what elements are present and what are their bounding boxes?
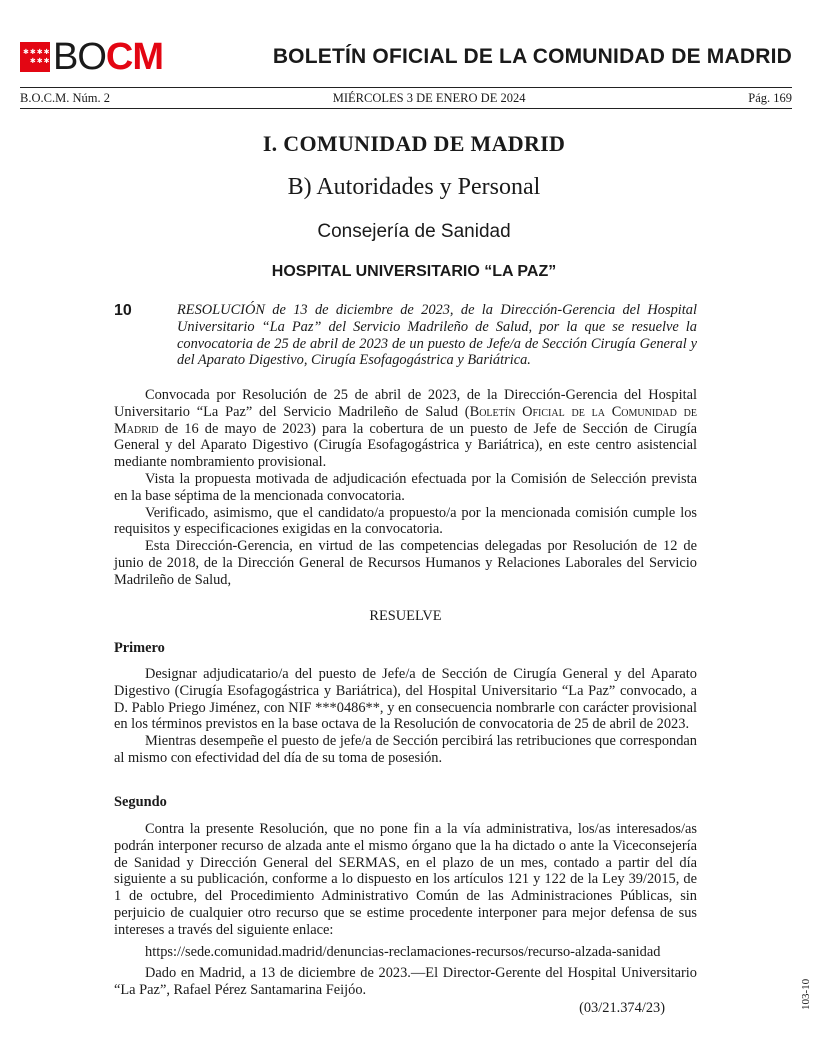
issue-number: B.O.C.M. Núm. 2 — [20, 91, 110, 105]
preamble-paragraph: Convocada por Resolución de 25 de abril de 2023, de la Dirección-Gerencia del Hospital Universitario “La Paz” del Servicio Madrileño de Salud (Boletín Oficial de la Comunidad de Madrid de 16 de mayo de 2023) para la cobertura de un puesto de Jefe de Sección de Cirugía General y del Aparato Digestivo (Cirugía Esofagogástrica y Bariátrica), en este centro asistencial mediante nombramiento provisional. — [114, 387, 697, 471]
section-title: I. COMUNIDAD DE MADRID — [262, 131, 566, 156]
preamble — [114, 387, 697, 589]
segundo-heading: Segundo — [114, 794, 167, 810]
primero-body — [114, 666, 697, 767]
page-header — [20, 36, 792, 80]
resolution-title: RESOLUCIÓN de 13 de diciembre de 2023, de la Dirección-Gerencia del Hospital Universitario “La Paz” del Servicio Madrileño de Salud, por la que se resuelve la convocatoria de 25 de abril de 2023 de un puesto de Jefe/a de Sección Cirugía General y del Aparato Digestivo, Cirugía Esofagogástrica y Bariátrica. — [177, 302, 697, 369]
preamble-paragraph: Vista la propuesta motivada de adjudicación efectuada por la Comisión de Selección prevista en la base séptima de la mencionada convocatoria. — [114, 470, 697, 504]
logo-text: BOCM — [53, 36, 164, 78]
primero-paragraph: Designar adjudicatario/a del puesto de Jefe/a de Sección de Cirugía General y del Aparato Digestivo (Cirugía Esofagogástrica y Bariátrica), del Hospital Universitario “La Paz” convocado, a D. Pablo Priego Jiménez, con NIF ***0486**, y en consecuencia nombrarle con carácter provisional en los términos previstos en la base octava de la Resolución de convocatoria de 25 de abril de 2023. — [114, 666, 697, 733]
segundo-paragraph: Contra la presente Resolución, que no pone fin a la vía administrativa, los/as interesados/as podrán interponer recurso de alzada ante el mismo órgano que la ha dictado o ante la Viceconsejería de Sanidad y Dirección General del SERMAS, en el plazo de un mes, contado a partir del día siguiente a su publicación, conforme a lo dispuesto en los artículos 121 y 122 de la Ley 39/2015, de 1 de octubre, del Procedimiento Administrativo Común de las Administraciones Públicas, sin perjuicio de cualquier otro recurso que se estime procedente interponer para mejor defensa de sus intereses a través del siguiente enlace: — [114, 821, 697, 938]
department-title: Consejería de Sanidad — [317, 221, 511, 242]
primero-heading: Primero — [114, 640, 165, 656]
preamble-paragraph: Esta Dirección-Gerencia, en virtud de las competencias delegadas por Resolución de 12 de junio de 2018, de la Dirección General de Recursos Humanos y Relaciones Laborales del Servicio Madrileño de Salud, — [114, 538, 697, 588]
page-number: Pág. 169 — [748, 91, 792, 105]
gazette-title: BOLETÍN OFICIAL DE LA COMUNIDAD DE MADRID — [272, 45, 792, 68]
primero-paragraph: Mientras desempeñe el puesto de jefe/a de Sección percibirá las retribuciones que correspondan al mismo con efectividad del día de su toma de posesión. — [114, 733, 697, 766]
entity-title: HOSPITAL UNIVERSITARIO “LA PAZ” — [271, 263, 557, 280]
segundo-body — [114, 821, 697, 999]
meta-rule — [20, 108, 792, 109]
header-rule — [20, 87, 792, 88]
subsection-title: B) Autoridades y Personal — [287, 174, 541, 200]
issue-meta — [20, 91, 792, 106]
bocm-logo — [20, 36, 164, 78]
closing-paragraph: Dado en Madrid, a 13 de diciembre de 2023.—El Director-Gerente del Hospital Universitario “La Paz”, Rafael Pérez Santamarina Feijóo. — [114, 965, 697, 999]
resuelve-heading: RESUELVE — [369, 608, 442, 624]
appeal-link[interactable]: https://sede.comunidad.madrid/denuncias-reclamaciones-recursos/recurso-alzada-sanidad — [145, 943, 661, 960]
madrid-flag-icon: ✱ ✱ ✱ ✱ ✱ ✱ ✱ — [20, 42, 50, 72]
document-reference: (03/21.374/23) — [579, 1000, 665, 1016]
entry-number: 10 — [114, 302, 132, 319]
issue-date: MIÉRCOLES 3 DE ENERO DE 2024 — [332, 91, 526, 105]
side-code: 103-10 — [800, 978, 812, 1010]
preamble-paragraph: Verificado, asimismo, que el candidato/a propuesto/a por la mencionada comisión cumple los requisitos y especificaciones exigidas en la convocatoria. — [114, 504, 697, 538]
